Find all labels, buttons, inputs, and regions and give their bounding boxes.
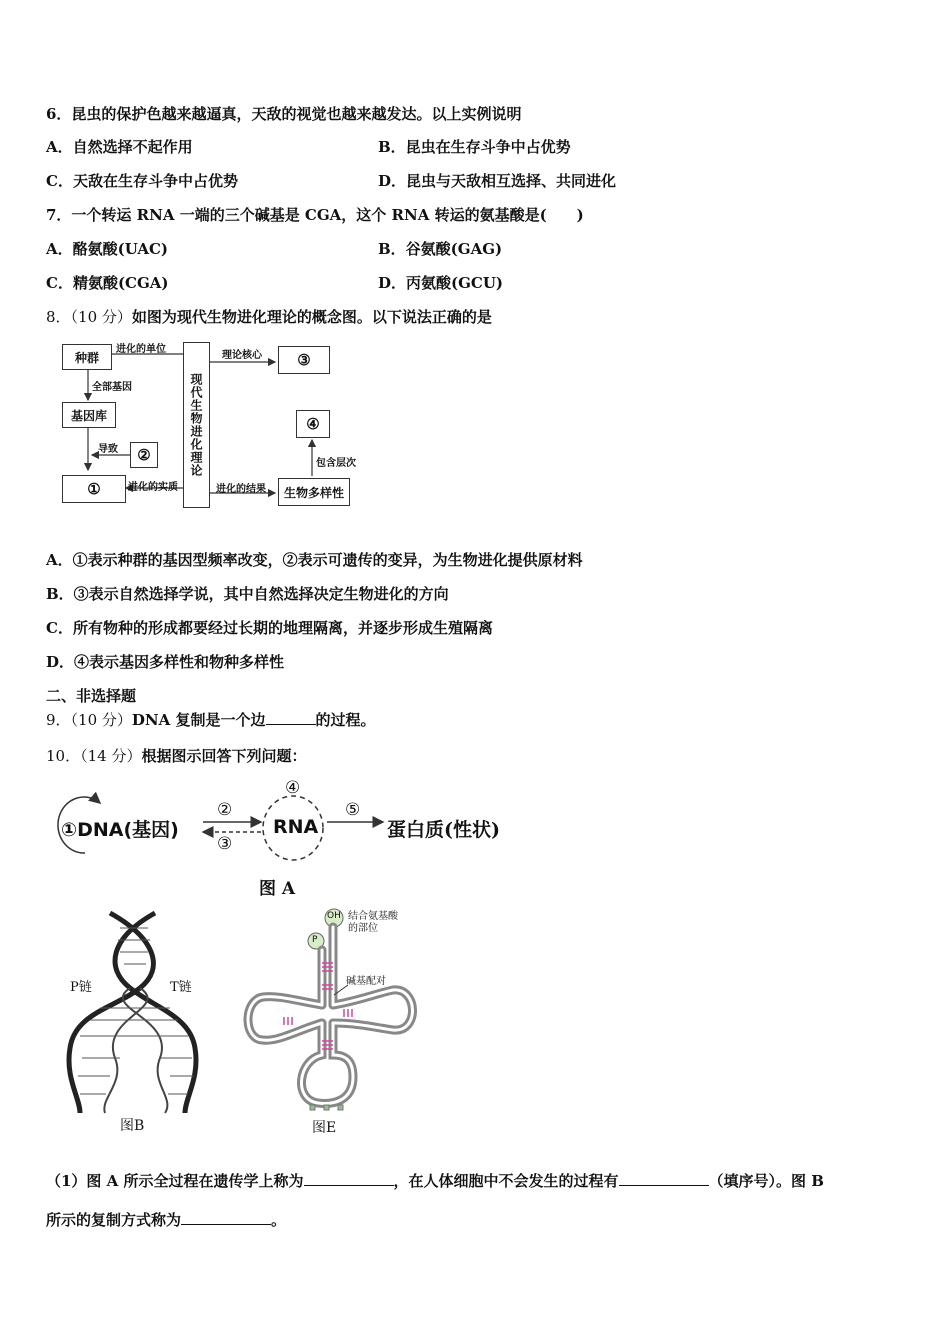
q10-sub1-line2: 所示的复制方式称为 。 bbox=[46, 1211, 287, 1229]
fig-e-label: 图E bbox=[312, 1120, 337, 1136]
section-heading: 二、非选择题 bbox=[46, 687, 137, 705]
q7-option-c: C．精氨酸(CGA) bbox=[46, 274, 169, 292]
label-levels: 包含层次 bbox=[316, 458, 356, 469]
fig-b-label: 图B bbox=[120, 1118, 145, 1134]
figure-b bbox=[60, 908, 220, 1138]
biodiversity-box: 生物多样性 bbox=[278, 478, 350, 506]
fig-e-p: P bbox=[312, 935, 318, 945]
q7-stem: 7．一个转运 RNA 一端的三个碱基是 CGA，这个 RNA 转运的氨基酸是( ) bbox=[46, 206, 584, 224]
label-all-genes: 全部基因 bbox=[92, 382, 132, 393]
q8-option-d: D．④表示基因多样性和物种多样性 bbox=[46, 653, 285, 671]
q8-option-b: B．③表示自然选择学说，其中自然选择决定生物进化的方向 bbox=[46, 585, 449, 603]
fig-a-step-5: ⑤ bbox=[345, 800, 361, 820]
trna-cloverleaf-drawing bbox=[238, 905, 438, 1115]
q8-option-c: C．所有物种的形成都要经过长期的地理隔离，并逐步形成生殖隔离 bbox=[46, 619, 493, 637]
figure-e bbox=[238, 905, 438, 1137]
evolution-concept-diagram bbox=[50, 338, 370, 513]
label-unit-of-evolution: 进化的单位 bbox=[116, 344, 166, 355]
q7-option-d: D．丙氨酸(GCU) bbox=[378, 274, 504, 292]
q10-blank-2[interactable] bbox=[619, 1173, 709, 1186]
fig-a-step-4: ④ bbox=[285, 778, 301, 798]
q6-option-b: B．昆虫在生存斗争中占优势 bbox=[378, 138, 571, 156]
q8-option-a: A．①表示种群的基因型频率改变，②表示可遗传的变异，为生物进化提供原材料 bbox=[46, 551, 583, 569]
q7-option-b: B．谷氨酸(GAG) bbox=[378, 240, 503, 258]
modern-evolution-theory-box: 现代生物进化理论 bbox=[183, 342, 210, 508]
q7-option-a: A．酪氨酸(UAC) bbox=[46, 240, 169, 258]
dna-helix-drawing bbox=[60, 908, 220, 1118]
q10-blank-1[interactable] bbox=[304, 1173, 394, 1186]
q9-blank[interactable] bbox=[266, 712, 316, 725]
q10-sub1-line1: （1）图 A 所示全过程在遗传学上称为 ，在人体细胞中不会发生的过程有 （填序号）。图 B bbox=[46, 1172, 824, 1190]
gene-pool-box: 基因库 bbox=[62, 402, 116, 428]
circle-1-box: ① bbox=[62, 475, 126, 503]
fig-e-aa-site2: 的部位 bbox=[348, 923, 378, 934]
fig-b-t-chain: T链 bbox=[170, 980, 192, 995]
fig-a-step-3: ③ bbox=[217, 834, 233, 854]
q6-stem: 6．昆虫的保护色越来越逼真，天敌的视觉也越来越发达。以上实例说明 bbox=[46, 105, 522, 123]
label-leads-to: 导致 bbox=[98, 444, 118, 455]
figure-a bbox=[55, 778, 545, 899]
circle-3-box: ③ bbox=[278, 346, 330, 374]
fig-a-step-2: ② bbox=[217, 800, 233, 820]
fig-a-label: 图 A bbox=[259, 879, 296, 899]
fig-b-p-chain: P链 bbox=[70, 980, 92, 995]
fig-e-aa-site: 结合氨基酸 bbox=[348, 911, 398, 922]
circle-2-box: ② bbox=[130, 442, 158, 468]
q10-stem: 10．（14 分）根据图示回答下列问题： bbox=[46, 747, 307, 765]
q10-blank-3[interactable] bbox=[181, 1212, 271, 1225]
fig-e-oh: OH bbox=[327, 911, 341, 921]
q6-option-c: C．天敌在生存斗争中占优势 bbox=[46, 172, 238, 190]
label-essence: 进化的实质 bbox=[128, 482, 178, 493]
q8-stem: 8．（10 分）如图为现代生物进化理论的概念图。以下说法正确的是 bbox=[46, 308, 492, 326]
q6-option-a: A．自然选择不起作用 bbox=[46, 138, 193, 156]
label-theory-core: 理论核心 bbox=[222, 350, 262, 361]
fig-a-protein: 蛋白质(性状) bbox=[387, 819, 500, 841]
fig-e-pairing: 碱基配对 bbox=[346, 976, 386, 987]
fig-a-dna: ①DNA(基因) bbox=[61, 819, 179, 841]
circle-4-box: ④ bbox=[296, 410, 330, 438]
fig-a-rna: RNA bbox=[273, 816, 319, 838]
label-result: 进化的结果 bbox=[216, 484, 266, 495]
q6-option-d: D．昆虫与天敌相互选择、共同进化 bbox=[378, 172, 617, 190]
q9-stem: 9．（10 分）DNA 复制是一个边 的过程。 bbox=[46, 711, 376, 729]
population-box: 种群 bbox=[62, 344, 112, 370]
